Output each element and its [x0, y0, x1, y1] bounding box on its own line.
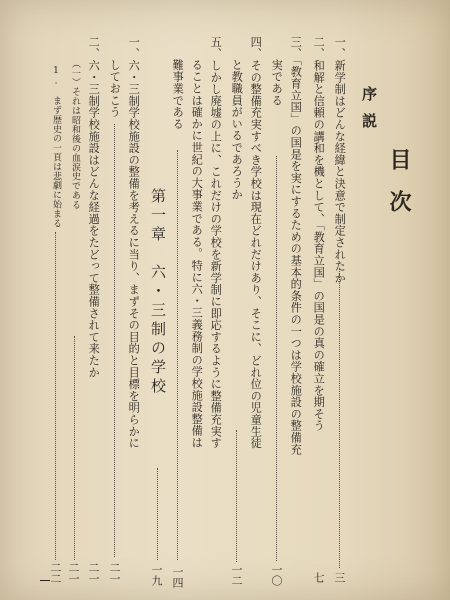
preface-item-4: 四、その整備充実すべき学校は現在どれだけあり、そこに、どれ位の児童生徒 — [249, 36, 263, 449]
chapter1-item-1: 一、六・三制学校施設の整備を考えるに当り、まずその目的と目標を明らかに — [127, 36, 141, 449]
preface-item-5: 五、しかし廃墟の上に、これだけの学校を新学制に即応するように整備充実す — [209, 36, 223, 449]
leader-dots — [276, 156, 277, 561]
page-number: 二二 — [49, 562, 62, 584]
page-number: 二一 — [108, 562, 121, 584]
page-number: 一〇 — [270, 564, 283, 586]
preface-item-5-continued-2: 難事業である — [171, 59, 185, 130]
page-number: 七 — [312, 572, 325, 583]
page-number: 二一 — [67, 562, 80, 584]
leader-dots — [55, 232, 56, 560]
page-number: 一二 — [230, 564, 243, 586]
leader-dots — [339, 268, 340, 568]
preface-heading: 序説 — [360, 86, 378, 140]
leader-dots — [236, 430, 237, 562]
preface-item-3: 三、「教育立国」の国是を実にするための基本的条件の一つは学校施設の整備充 — [289, 36, 303, 456]
leader-dots — [177, 150, 178, 560]
page-number: 一四 — [171, 566, 184, 588]
chapter-heading: 第一章 六・三制の学校 — [149, 188, 167, 397]
page-number: 三 — [333, 572, 346, 583]
page-number: 一九 — [150, 564, 163, 586]
chapter1-subsubitem: 1. まず歴史の一頁は悲劇に始まる — [51, 66, 61, 228]
leader-dots — [114, 124, 115, 557]
leader-dots — [157, 468, 158, 560]
preface-item-3-continued: 実である — [270, 59, 284, 107]
toc-title: 目次 — [386, 148, 412, 232]
preface-item-5-continued: ることは確かに世紀の大事業である。特に六・三義務制の学校施設整備は — [190, 59, 204, 449]
preface-item-2: 二、和解と信頼の講和を機として、「教育立国」の国是の真の確立を期そう — [312, 36, 326, 432]
chapter1-subitem: （一）それは昭和後の血涙史である — [70, 59, 80, 210]
leader-dots — [74, 336, 75, 560]
chapter1-item-2: 二、六・三制学校施設はどんな経過をたどって整備されて来たか — [87, 36, 101, 379]
chapter1-item-1-continued: しておこう — [108, 59, 122, 118]
preface-item-1: 一、新学制はどんな経緯と決意で制定されたか — [333, 36, 347, 284]
page-number: 二一 — [87, 562, 100, 584]
preface-item-4-continued: と教職員がいるであろうか — [230, 59, 244, 201]
page-mark — [40, 580, 50, 581]
